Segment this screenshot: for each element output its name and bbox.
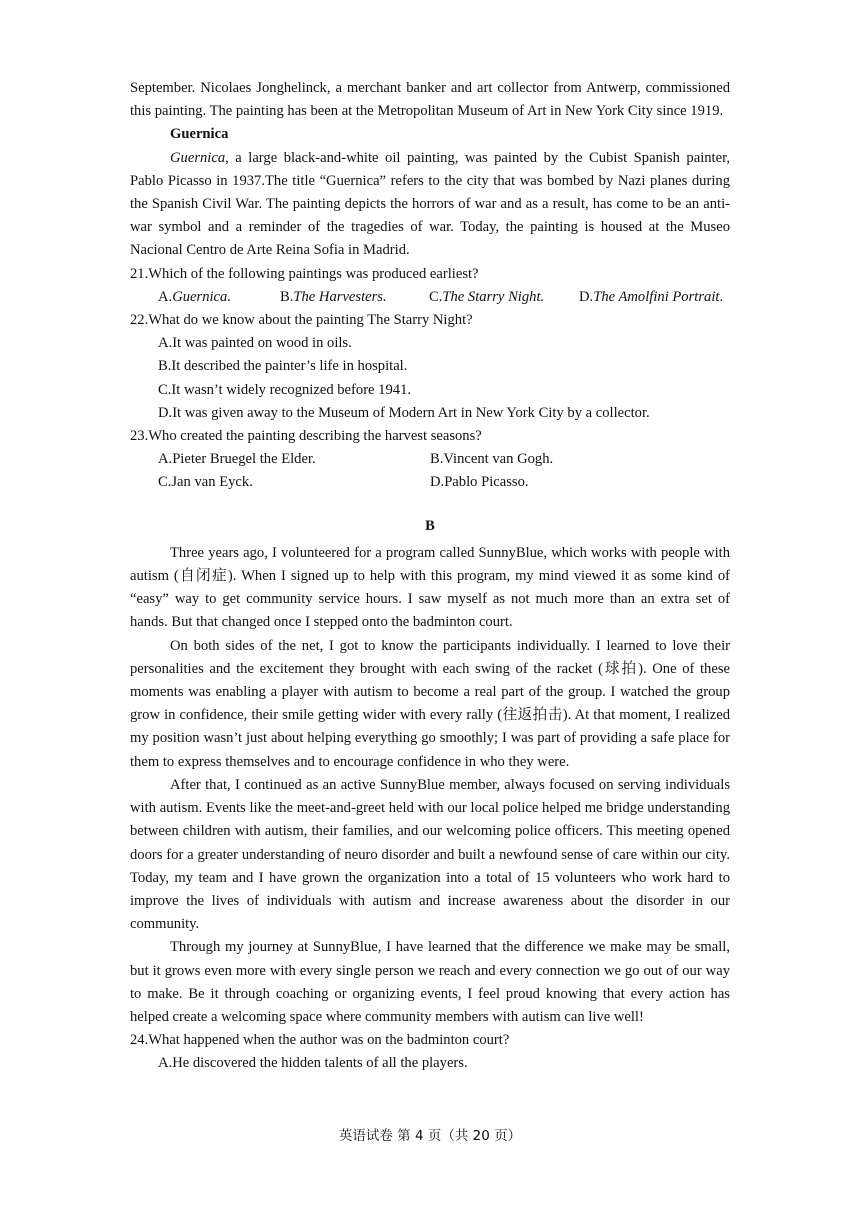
intro-paragraph: September. Nicolaes Jonghelinck, a merchant banker and art collector from Antwerp, commissioned this painting. The painting has been at the Metropolitan Museum of Art in New York City since 1919. xyxy=(130,80,730,120)
question-22-options xyxy=(130,332,730,425)
q23-option-c[interactable]: C.Jan van Eyck. xyxy=(158,474,253,491)
q23-option-a[interactable]: A.Pieter Bruegel the Elder. xyxy=(158,451,316,468)
passage-b-paragraph-1: Three years ago, I volunteered for a program called SunnyBlue, which works with people with autism (自闭症). When I signed up to help with this program, my mind viewed it as some kind of “easy” way to get community service hours. I saw myself as not much more than an extra set of hands. But that changed once I stepped onto the badminton court. xyxy=(130,544,730,631)
q21-option-d[interactable]: D.The Amolfini Portrait. xyxy=(579,288,724,305)
guernica-text: , a large black-and-white oil painting, was painted by the Cubist Spanish painter, Pablo Picasso in 1937.The title “Guernica” refers to the city that was bombed by Nazi planes during the Spanish Civil War. The painting depicts the horrors of war and as a result, has come to be an anti-war symbol and a reminder of the tragedies of war. Today, the painting is housed at the Museo Nacional Centro de Arte Reina Sofia in Madrid. xyxy=(130,149,730,259)
exam-page xyxy=(130,77,730,1076)
question-22-stem: 22.What do we know about the painting The Starry Night? xyxy=(130,312,473,329)
guernica-heading: Guernica xyxy=(170,126,229,143)
section-b-heading: B xyxy=(425,517,435,534)
q23-option-d[interactable]: D.Pablo Picasso. xyxy=(430,474,529,491)
passage-b-paragraph-2: On both sides of the net, I got to know the participants individually. I learned to love their personalities and the excitement they brought with each swing of the racket (球拍). One of these moments was enabling a player with autism to become a real part of the group. I watched the group grow in confidence, their smile getting wider with every rally (往返拍击). At that moment, I realized my position wasn’t just about helping everything go smoothly; I was part of providing a safe place for them to express themselves and to encourage confidence in who they were. xyxy=(130,637,730,770)
question-23-stem: 23.Who created the painting describing the harvest seasons? xyxy=(130,428,482,445)
q22-option-c[interactable]: C.It wasn’t widely recognized before 1941. xyxy=(158,381,412,398)
q24-option-a[interactable]: A.He discovered the hidden talents of all the players. xyxy=(158,1055,468,1072)
q22-option-b[interactable]: B.It described the painter’s life in hospital. xyxy=(158,358,408,375)
q21-option-b[interactable]: B.The Harvesters. xyxy=(280,288,387,305)
q21-option-c[interactable]: C.The Starry Night. xyxy=(429,288,545,305)
guernica-paragraph xyxy=(130,147,730,263)
question-21-options xyxy=(130,286,730,309)
question-21-stem: 21.Which of the following paintings was produced earliest? xyxy=(130,265,479,282)
page-footer: 英语试卷 第 4 页（共 20 页） xyxy=(338,1128,522,1144)
q22-option-d[interactable]: D.It was given away to the Museum of Modern Art in New York City by a collector. xyxy=(158,404,650,421)
q23-option-b[interactable]: B.Vincent van Gogh. xyxy=(430,451,554,468)
passage-b-paragraph-3: After that, I continued as an active SunnyBlue member, always focused on serving individuals with autism. Events like the meet-and-greet held with our local police helped me bridge understanding between children with autism, their families, and our welcoming police officers. This meeting opened doors for a greater understanding of neuro disorder and built a newfound sense of care within our city. Today, my team and I have grown the organization into a total of 15 volunteers who work hard to improve the lives of individuals with autism and increase awareness about the disorder in our community. xyxy=(130,776,730,933)
question-23-options xyxy=(130,448,730,494)
passage-b-paragraph-4: Through my journey at SunnyBlue, I have learned that the difference we make may be small, but it grows even more with every single person we reach and every connection we go out of our way to make. Be it through coaching or organizing events, I feel proud knowing that every action has helped create a welcoming space where community members with autism can live well! xyxy=(130,939,730,1025)
guernica-title: Guernica xyxy=(170,149,226,166)
q22-option-a[interactable]: A.It was painted on wood in oils. xyxy=(158,335,352,352)
question-24-stem: 24.What happened when the author was on the badminton court? xyxy=(130,1032,510,1049)
q21-option-a[interactable]: A.Guernica. xyxy=(158,288,231,305)
